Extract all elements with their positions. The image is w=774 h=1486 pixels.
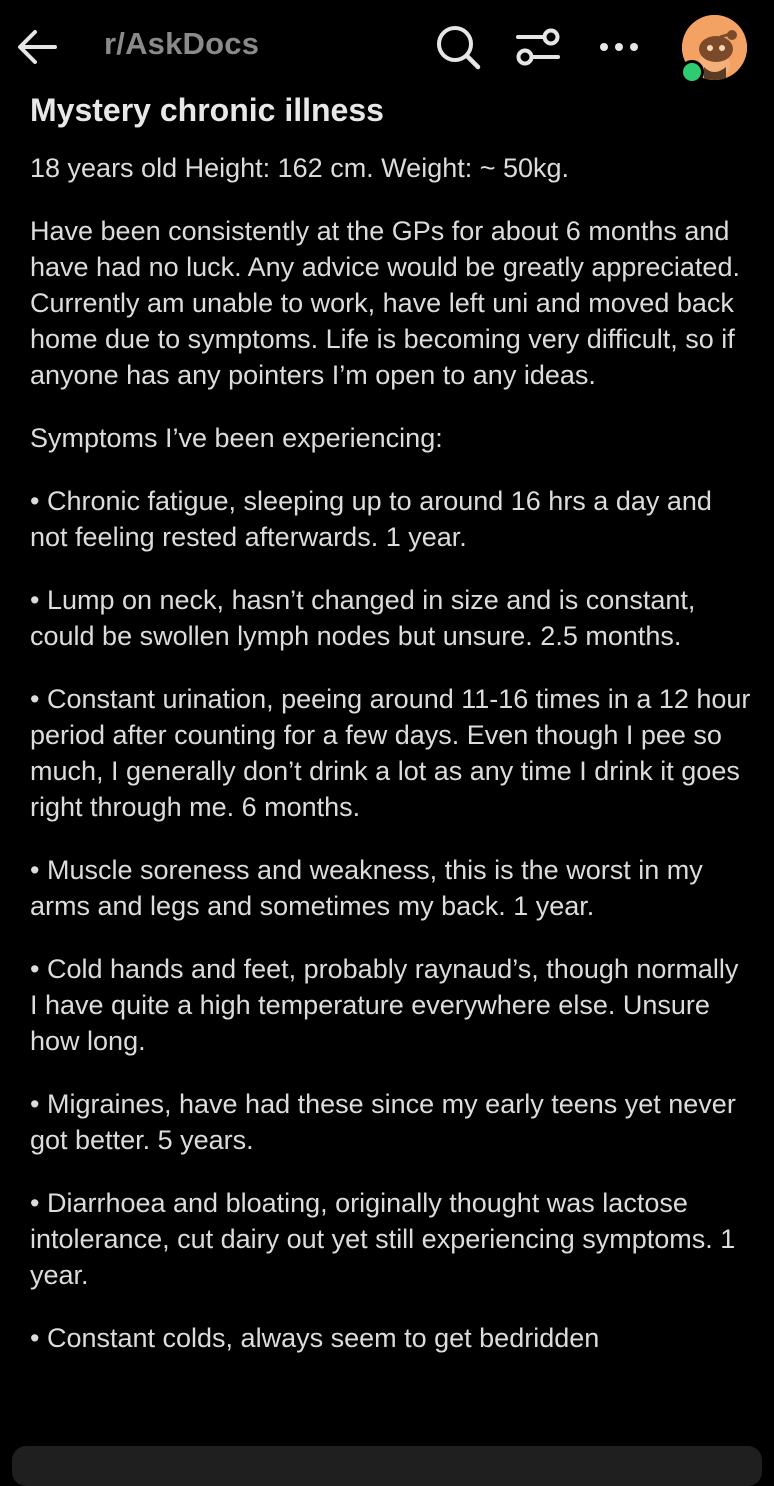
post-paragraph: Symptoms I’ve been experiencing: (30, 423, 443, 453)
subreddit-name[interactable]: r/AskDocs (104, 26, 260, 61)
search-button[interactable] (433, 22, 483, 72)
post-content (30, 88, 752, 1383)
symptom-item: • Constant colds, always seem to get bedridden (30, 1323, 600, 1353)
comment-input-bar[interactable] (12, 1446, 762, 1486)
symptom-item: • Cold hands and feet, probably raynaud’s, though normally I have quite a high temperature everywhere else. Unsure how long. (30, 954, 739, 1056)
symptom-item: • Muscle soreness and weakness, this is the worst in my arms and legs and sometimes my back. 1 year. (30, 855, 703, 921)
symptom-item: • Diarrhoea and bloating, originally thought was lactose intolerance, cut dairy out yet still experiencing symptoms. 1 year. (30, 1188, 736, 1290)
search-icon (435, 24, 481, 70)
back-button[interactable] (12, 22, 62, 72)
filter-sliders-icon (514, 24, 562, 70)
filter-button[interactable] (513, 22, 563, 72)
top-bar (0, 0, 774, 92)
post-title: Mystery chronic illness (30, 92, 384, 128)
symptom-item: • Lump on neck, hasn’t changed in size and is constant, could be swollen lymph nodes but unsure. 2.5 months. (30, 585, 696, 651)
symptom-item: • Migraines, have had these since my early teens yet never got better. 5 years. (30, 1089, 736, 1155)
symptom-item: • Chronic fatigue, sleeping up to around 16 hrs a day and not feeling rested afterwards. 1 year. (30, 486, 712, 552)
more-options-button[interactable] (594, 22, 644, 72)
post-paragraph: Have been consistently at the GPs for about 6 months and have had no luck. Any advice would be greatly appreciated. Currently am unable to work, have left uni and moved back home due to symptoms. Life is becoming very difficult, so if anyone has any pointers I’m open to any ideas. (30, 216, 740, 390)
more-horizontal-icon (596, 37, 642, 57)
arrow-left-icon (15, 25, 59, 69)
online-status-dot (680, 60, 704, 84)
post-paragraph: 18 years old Height: 162 cm. Weight: ~ 50kg. (30, 153, 570, 183)
symptom-item: • Constant urination, peeing around 11-16 times in a 12 hour period after counting for a few days. Even though I pee so much, I generally don’t drink a lot as any time I drink it goes right through me. 6 months. (30, 684, 751, 822)
